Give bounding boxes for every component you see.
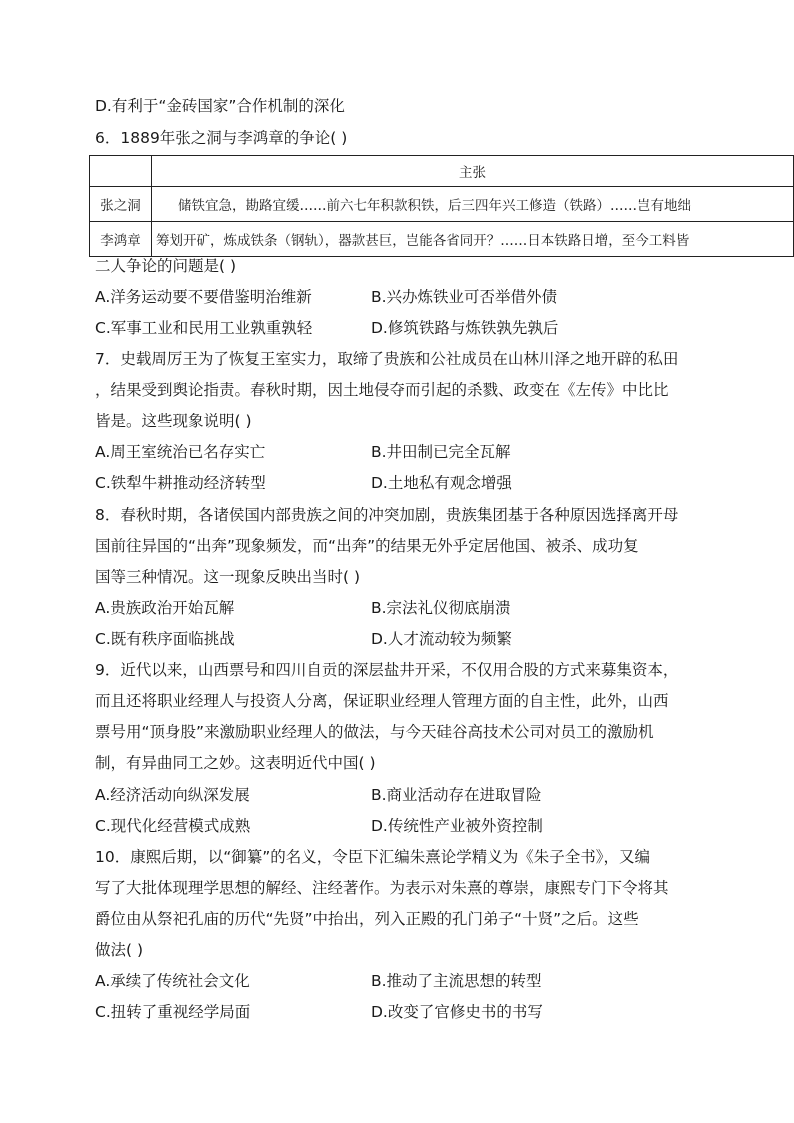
table-header-claim: 主张 xyxy=(152,156,794,187)
q9-stem-line: 9．近代以来，山西票号和四川自贡的深层盐井开采，不仅用合股的方式来募集资本， xyxy=(95,661,679,679)
q7-stem-line: 皆是。这些现象说明( ) xyxy=(95,412,252,430)
q10-option-b[interactable]: B.推动了主流思想的转型 xyxy=(371,972,542,990)
q5-option-d: D.有利于“金砖国家”合作机制的深化 xyxy=(95,97,345,115)
q9-stem-line: 票号用“顶身股”来激励职业经理人的做法，与今天硅谷高技术公司对员工的激励机 xyxy=(95,723,654,741)
q8-option-b[interactable]: B.宗法礼仪彻底崩溃 xyxy=(371,599,511,617)
table-corner-cell xyxy=(90,156,152,187)
q9-option-a[interactable]: A.经济活动向纵深发展 xyxy=(95,786,250,804)
row-claim-li: 筹划开矿，炼成铁条（钢轨），器款甚巨，岂能各省同开？……日本铁路日增，至今工料皆 xyxy=(152,222,794,257)
table-row xyxy=(90,187,794,222)
q7-option-a[interactable]: A.周王室统治已名存实亡 xyxy=(95,443,266,461)
q8-stem-line: 国前往异国的“出奔”现象频发，而“出奔”的结果无外乎定居他国、被杀、成功复 xyxy=(95,537,639,555)
row-name-zhang: 张之洞 xyxy=(90,187,152,222)
q9-stem-line: 制，有异曲同工之妙。这表明近代中国( ) xyxy=(95,754,376,772)
q9-stem-line: 而且还将职业经理人与投资人分离，保证职业经理人管理方面的自主性，此外，山西 xyxy=(95,692,669,710)
q9-option-d[interactable]: D.传统性产业被外资控制 xyxy=(371,817,543,835)
q8-stem-line: 国等三种情况。这一现象反映出当时( ) xyxy=(95,568,361,586)
q6-option-c[interactable]: C.军事工业和民用工业孰重孰轻 xyxy=(95,319,313,337)
q7-option-b[interactable]: B.井田制已完全瓦解 xyxy=(371,443,511,461)
q8-option-d[interactable]: D.人才流动较为频繁 xyxy=(371,630,512,648)
q9-option-c[interactable]: C.现代化经营模式成熟 xyxy=(95,817,251,835)
q10-stem-line: 爵位由从祭祀孔庙的历代“先贤”中抬出，列入正殿的孔门弟子“十贤”之后。这些 xyxy=(95,910,639,928)
q10-option-a[interactable]: A.承续了传统社会文化 xyxy=(95,972,250,990)
q7-stem-line: ，结果受到舆论指责。春秋时期，因土地侵夺而引起的杀戮、政变在《左传》中比比 xyxy=(95,381,669,399)
q6-table xyxy=(89,155,794,257)
q7-option-c[interactable]: C.铁犁牛耕推动经济转型 xyxy=(95,474,266,492)
q10-stem-line: 10．康熙后期，以“御纂”的名义，令臣下汇编朱熹论学精义为《朱子全书》，又编 xyxy=(95,848,651,866)
q7-stem-line: 7．史载周厉王为了恢复王室实力，取缔了贵族和公社成员在山林川泽之地开辟的私田 xyxy=(95,350,679,368)
q10-stem-line: 写了大批体现理学思想的解经、注经著作。为表示对朱熹的尊崇，康熙专门下令将其 xyxy=(95,879,669,897)
q8-stem-line: 8．春秋时期，各诸侯国内部贵族之间的冲突加剧，贵族集团基于各种原因选择离开母 xyxy=(95,506,679,524)
q8-option-c[interactable]: C.既有秩序面临挑战 xyxy=(95,630,235,648)
table-row xyxy=(90,222,794,257)
q7-option-d[interactable]: D.土地私有观念增强 xyxy=(371,474,512,492)
q6-option-d[interactable]: D.修筑铁路与炼铁孰先孰后 xyxy=(371,319,559,337)
q6-stem: 6．1889年张之洞与李鸿章的争论( ) xyxy=(95,129,348,147)
q6-option-b[interactable]: B.兴办炼铁业可否举借外债 xyxy=(371,288,558,306)
q10-option-c[interactable]: C.扭转了重视经学局面 xyxy=(95,1003,251,1021)
q6-question: 二人争论的问题是( ) xyxy=(95,257,237,275)
q10-option-d[interactable]: D.改变了官修史书的书写 xyxy=(371,1003,543,1021)
q8-option-a[interactable]: A.贵族政治开始瓦解 xyxy=(95,599,235,617)
row-claim-zhang: 储铁宜急，勘路宜缓……前六七年积款积铁，后三四年兴工修造（铁路）……岂有地绌 xyxy=(152,187,794,222)
q6-option-a[interactable]: A.洋务运动要不要借鉴明治维新 xyxy=(95,288,312,306)
q9-option-b[interactable]: B.商业活动存在进取冒险 xyxy=(371,786,542,804)
row-name-li: 李鸿章 xyxy=(90,222,152,257)
q10-stem-line: 做法( ) xyxy=(95,941,144,959)
